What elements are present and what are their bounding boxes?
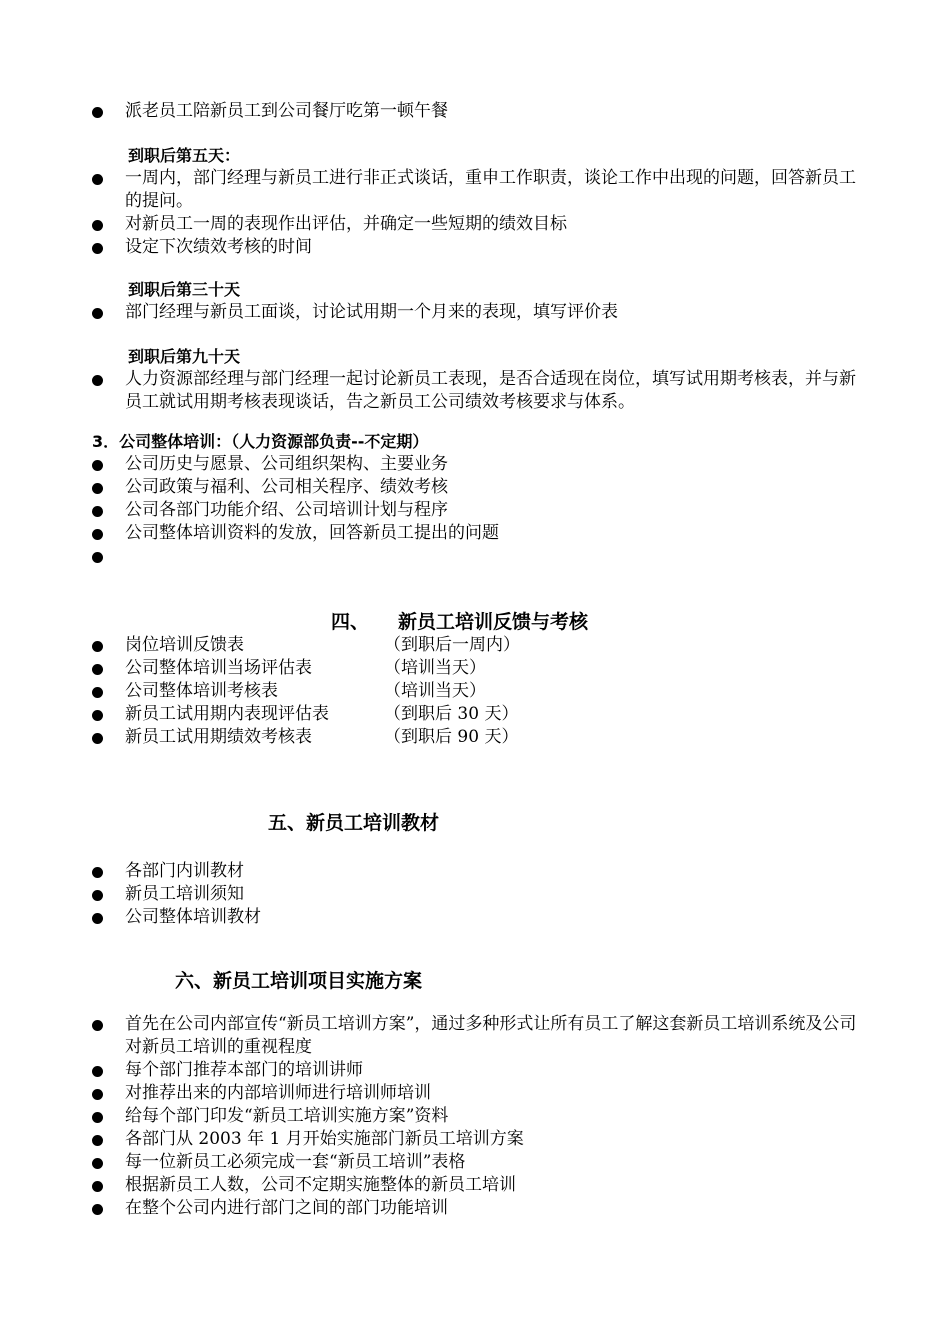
day5-title: 到职后第五天： [128, 146, 241, 165]
day30-section [0, 278, 950, 324]
list-item: 公司历史与愿景、公司组织架构、主要业务 [0, 453, 860, 476]
bullet-icon [92, 220, 103, 231]
section4-title: 新员工培训反馈与考核 [398, 611, 589, 633]
bullet-icon [92, 1112, 103, 1123]
section6-list [0, 1013, 950, 1220]
bullet-icon [92, 867, 103, 878]
list-item: 每一位新员工必须完成一套“新员工培训”表格 [0, 1151, 860, 1174]
list-item: 根据新员工人数，公司不定期实施整体的新员工培训 [0, 1174, 860, 1197]
bullet-icon [92, 1066, 103, 1077]
bullet-icon [92, 1204, 103, 1215]
bullet-icon [92, 1135, 103, 1146]
day5-section [0, 144, 950, 259]
list-item: 各部门内训教材 [0, 860, 860, 883]
bullet-icon [92, 733, 103, 744]
section3 [0, 430, 950, 545]
bullet-icon [92, 174, 103, 185]
list-item: 新员工培训须知 [0, 883, 860, 906]
list-item: 设定下次绩效考核的时间 [0, 236, 860, 259]
top-list [0, 100, 950, 123]
section4-number: 四、 [331, 611, 370, 633]
list-item: 部门经理与新员工面谈，讨论试用期一个月来的表现，填写评价表 [0, 301, 860, 324]
bullet-icon [92, 1181, 103, 1192]
list-item: 公司整体培训教材 [0, 906, 860, 929]
bullet-icon [92, 1089, 103, 1100]
list-item: 对新员工一周的表现作出评估，并确定一些短期的绩效目标 [0, 213, 860, 236]
bullet-icon [92, 710, 103, 721]
bullet-icon [92, 107, 103, 118]
section4-list [0, 634, 950, 749]
section5-list [0, 860, 950, 929]
list-item: 新员工试用期绩效考核表 （到职后 90 天） [0, 726, 860, 749]
bullet-icon [92, 664, 103, 675]
bullet-icon [92, 243, 103, 254]
list-item: 人力资源部经理与部门经理一起讨论新员工表现，是否合适现在岗位，填写试用期考核表，并与新员工就试用期考核表现谈话，告之新员工公司绩效考核要求与体系。 [0, 368, 860, 414]
bullet-icon [92, 552, 103, 563]
bullet-icon [92, 1020, 103, 1031]
day90-section [0, 345, 950, 414]
list-item: 各部门从 2003 年 1 月开始实施部门新员工培训方案 [0, 1128, 860, 1151]
bullet-icon [92, 308, 103, 319]
bullet-icon [92, 641, 103, 652]
bullet-icon [92, 460, 103, 471]
day30-title: 到职后第三十天 [128, 280, 241, 299]
list-item: 公司整体培训考核表 （培训当天） [0, 680, 860, 703]
list-item: 公司各部门功能介绍、公司培训计划与程序 [0, 499, 860, 522]
document-page: 派老员工陪新员工到公司餐厅吃第一顿午餐 到职后第五天： 一周内，部门经理与新员工进行非正式谈话，重申工作职责，谈论工作中出现的问题，回答新员工的提问。 对新员工一周的表现作出评估，并确定一些短期的绩效目标 设定下次绩效考核的时间 到职后第三十天 部门经理与新员工面谈，讨论试用期一个月来的表现，填写评价表 到职后第九十天 人力资源部经理与部门经理一起讨论新员工表现，是否合适现在岗位，填写试用期考核表，并与新员工就试用期考核表现谈话，告之新员工公司绩效考核要求与体系。 3．公司整体培训：（人力资源部负责--不定期） 公司历史与愿景、公司组织架构、主要业务 公司政策与福利、公司相关程序、绩效考核 公司各部门功能介绍、公司培训计划与程序 公司整体培训资料的发放，回答新员工提出的问题 四、 新员工培训反馈与考核 岗位培训反馈表 （到职后一周内） 公司整体培训当场评估表 （培训当天） 公司整体培训考核表 （培训当天） 新员工试用期内表现评估表 （到职后 30 天） 新员工试用期绩效考核表 （到职后 90 天） 五、新员工培训教材 各部门内训教材 新员工培训须知 公司整体培训教材 六、新员工培训项目实施方案 首先在公司内部宣传“新员工培训方案”，通过多种形式让所有员工了解这套新员工培训系统及公司对新员工培训的重视程度 每个部门推荐本部门的培训讲师 对推荐出来的内部培训师进行培训师培训 给每个部门印发“新员工培训实施方案”资料 各部门从 2003 年 1 月开始实施部门新员工培训方案 每一位新员工必须完成一套“新员工培训”表格 根据新员工人数，公司不定期实施整体的新员工培训 在整个公司内进行部门之间的部门功能培训 [0, 0, 950, 1344]
bullet-icon [92, 506, 103, 517]
list-item: 首先在公司内部宣传“新员工培训方案”，通过多种形式让所有员工了解这套新员工培训系统及公司对新员工培训的重视程度 [0, 1013, 860, 1059]
bullet-icon [92, 483, 103, 494]
bullet-icon [92, 687, 103, 698]
list-item: 对推荐出来的内部培训师进行培训师培训 [0, 1082, 860, 1105]
list-item: 每个部门推荐本部门的培训讲师 [0, 1059, 860, 1082]
list-item: 派老员工陪新员工到公司餐厅吃第一顿午餐 [0, 100, 860, 123]
bullet-icon [92, 913, 103, 924]
list-item: 新员工试用期内表现评估表 （到职后 30 天） [0, 703, 860, 726]
list-item: 公司整体培训当场评估表 （培训当天） [0, 657, 860, 680]
bullet-icon [92, 890, 103, 901]
list-item: 岗位培训反馈表 （到职后一周内） [0, 634, 860, 657]
list-item: 给每个部门印发“新员工培训实施方案”资料 [0, 1105, 860, 1128]
list-item: 公司整体培训资料的发放，回答新员工提出的问题 [0, 522, 860, 545]
day90-title: 到职后第九十天 [128, 347, 241, 366]
list-item: 公司政策与福利、公司相关程序、绩效考核 [0, 476, 860, 499]
bullet-icon [92, 375, 103, 386]
section3-title: 3．公司整体培训：（人力资源部负责--不定期） [92, 432, 429, 451]
bullet-icon [92, 1158, 103, 1169]
list-item: 一周内，部门经理与新员工进行非正式谈话，重申工作职责，谈论工作中出现的问题，回答新员工的提问。 [0, 167, 860, 213]
list-item: 在整个公司内进行部门之间的部门功能培训 [0, 1197, 860, 1220]
bullet-icon [92, 529, 103, 540]
